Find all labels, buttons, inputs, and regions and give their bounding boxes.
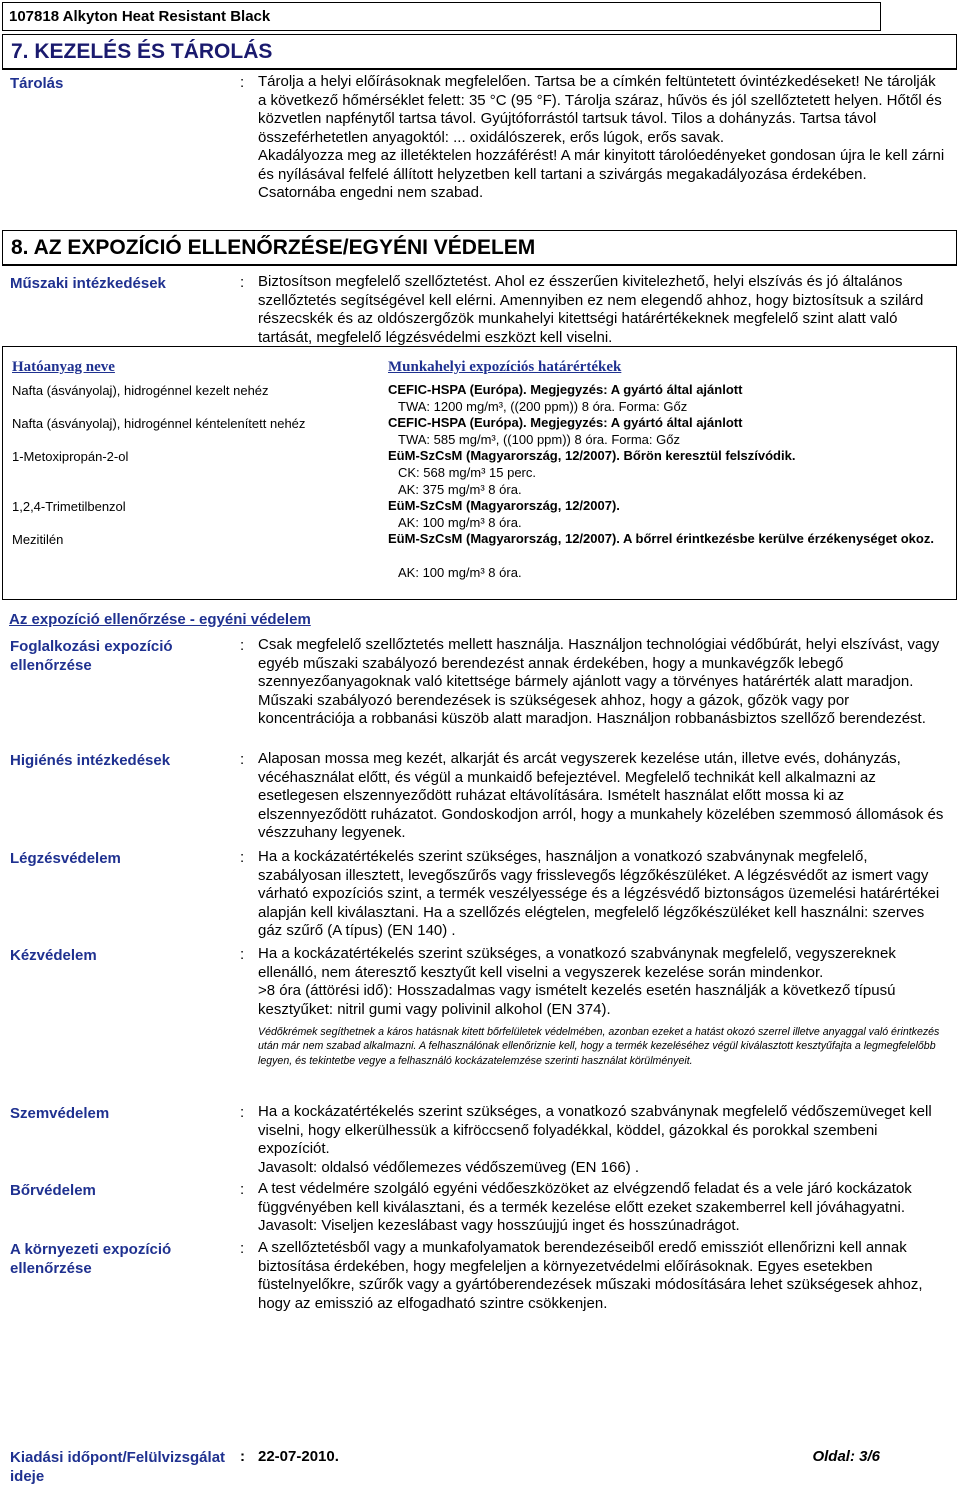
limit-source: CEFIC-HSPA (Európa). Megjegyzés: A gyártó által ajánlott (388, 415, 743, 430)
hand-protection-paragraph: >8 óra (áttörési idő): Hosszadalmas vagy ismételt kezelés esetén használják a következő típusú kesztyűket: nitril gumi vagy polivinil alkohol (EN 374). (258, 982, 896, 1018)
limit-source: EüM-SzCsM (Magyarország, 12/2007). A bőrrel érintkezésbe kerülve érzékenységet okoz. (388, 531, 934, 546)
substance-name: Mezitilén (12, 532, 64, 547)
respiratory-label: Légzésvédelem (10, 850, 121, 867)
storage-label: Tárolás (10, 75, 64, 92)
hand-protection-text (258, 945, 948, 1068)
occupational-colon: : (240, 637, 245, 654)
limit-values (398, 515, 522, 532)
storage-paragraph: Tárolja a helyi előírásoknak megfelelően. Tartsa be a címkén feltüntetett óvintézkedéseket! Ne tárolják a következő hőmérséklet felett: 35 °C (95 °F). Tárolja száraz, hűvös és jól szellőztetett helyen. Hőtől és közvetlen napfénytől tartsa távol. Gyújtóforrástól tartsuk távol. Tilos a dohányzás. Tartsa távol összeférhetetlen anyagoktól: ... oxidálószerek, erős lúgok, erős savak. (258, 73, 942, 146)
substance-name: 1-Metoxipropán-2-ol (12, 449, 129, 464)
page-number: Oldal: 3/6 (812, 1448, 880, 1465)
eye-protection-paragraph: Ha a kockázatértékelés szerint szükséges, a vonatkozó szabványnak megfelelő védőszemüveget kell viselni, hogy elkerülhessük a kifröccsenő folyadékkal, köddel, gázokkal és porokkal szembeni expozíciót. (258, 1103, 932, 1157)
environmental-colon: : (240, 1240, 245, 1257)
issue-date-label: Kiadási időpont/Felülvizsgálat ideje (10, 1449, 226, 1485)
substance-name: Nafta (ásványolaj), hidrogénnel kezelt nehéz (12, 383, 269, 398)
hand-protection-paragraph: Ha a kockázatértékelés szerint szükséges, a vonatkozó szabványnak megfelelő, vegyszereknek ellenálló, nem áteresztő kesztyűt kell viselni a vegyszerek kezelése során mindenkor. (258, 945, 896, 981)
environmental-label: A környezeti expozíció ellenőrzése (10, 1241, 172, 1277)
engineering-label: Műszaki intézkedések (10, 275, 166, 292)
hand-protection-colon: : (240, 946, 245, 963)
hand-protection-note: Védőkrémek segíthetnek a káros hatásnak kitett bőrfelületek védelmében, azonban ezeket a hatást okozó szerrel illetve anyaggal való érintkezés után már nem szabad alkalmazni. A felhasználónak ellenőriznie kell, hogy a termék kezeléséhez végül kiválasztott kesztyűfajta a legmegfelelőbb legyen, és tekintetbe vegye a felhasználó kockázatelemzése szerinti használat körülményeit. (258, 1026, 940, 1067)
product-title: 107818 Alkyton Heat Resistant Black (9, 8, 271, 25)
substance-name: Nafta (ásványolaj), hidrogénnel kéntelenített nehéz (12, 416, 306, 431)
engineering-colon: : (240, 274, 245, 291)
limit-value: AK: 100 mg/m³ 8 óra. (398, 515, 522, 530)
limits-column-header: Munkahelyi expozíciós határértékek (388, 359, 622, 375)
section-7-heading: 7. KEZELÉS ÉS TÁROLÁS (2, 34, 957, 70)
eye-protection-paragraph: Javasolt: oldalsó védőlemezes védőszemüveg (EN 166) . (258, 1158, 640, 1176)
storage-text (258, 73, 948, 203)
issue-date-colon: : (240, 1448, 245, 1465)
substance-column-header: Hatóanyag neve (12, 359, 115, 375)
limit-source: CEFIC-HSPA (Európa). Megjegyzés: A gyártó által ajánlott (388, 382, 743, 397)
eye-protection-text (258, 1103, 948, 1177)
skin-protection-label: Bőrvédelem (10, 1182, 96, 1199)
occupational-text: Csak megfelelő szellőztetés mellett használja. Használjon technológiai védőbúrát, helyi elszívást, vagy egyéb műszaki szabályozó berendezést annak érdekében, hogy a munkavégzők lebegő szennyezőanyagoknak való kitettsége bármely ajánlott vagy a törvényes határérték alatt maradjon. Műszaki szabályozó berendezések is szükségesek ahhoz, hogy a gázok, gőzök vagy por koncentrációja a robbanási küszöb alatt maradjon. Használjon robbanásbiztos szellőző berendezést. (258, 636, 940, 727)
exposure-limits-table (2, 346, 957, 600)
skin-protection-text: A test védelmére szolgáló egyéni védőeszközöket az elvégzendő feladat és a vele járó kockázatok függvényében kell kiválasztani, és a termék kezelése előtt ezeket szakemberrel kell jóváhagyatni. Javasolt: Viseljen kezeslábast vagy hosszúujjú inget és hosszúnadrágot. (258, 1180, 912, 1234)
respiratory-text: Ha a kockázatértékelés szerint szükséges, használjon a vonatkozó szabványnak megfelelő, szabályosan illesztett, levegőszűrős vagy frisslevegős légzőkészüléket. A légzésvédőt az ismert vagy várható expozíciós szint, a termék veszélyessége és a légzésvédő biztonságos üzemelési határértékei alapján kell kiválasztani. Ha a szellőzés elégtelen, megfelelő légzőkészüléket kell használni: szerves gáz szűrő (A típus) (EN 140) . (258, 848, 940, 939)
storage-colon: : (240, 74, 245, 91)
limit-source: EüM-SzCsM (Magyarország, 12/2007). Bőrön keresztül felszívódik. (388, 448, 796, 463)
limit-source: EüM-SzCsM (Magyarország, 12/2007). (388, 498, 620, 513)
storage-paragraph: Akadályozza meg az illetéktelen hozzáférést! A már kinyitott tárolóedényeket gondosan újra le kell zárni és nyílásával felfelé állított helyzetben kell tartani a szivárgás megakadályozása érdekében. Csatornába engedni nem szabad. (258, 147, 945, 201)
eye-protection-label: Szemvédelem (10, 1105, 110, 1122)
issue-date: 22-07-2010. (258, 1448, 339, 1465)
section-8-heading: 8. AZ EXPOZÍCIÓ ELLENŐRZÉSE/EGYÉNI VÉDELEM (2, 230, 957, 266)
limit-value: AK: 100 mg/m³ 8 óra. (398, 565, 522, 580)
hygiene-text: Alaposan mossa meg kezét, alkarját és arcát vegyszerek kezelése után, illetve evés, dohányzás, vécéhasználat előtt, és végül a munkaidő befejeztével. Megfelelő technikát kell alkalmazni az esetlegesen elszennyeződött ruházat eltávolítására. Ismételt használat előtt mossa ki az elszennyeződött ruházatot. Gondoskodjon arról, hogy a munkahely közelében szemmosó állomások és vészzuhany legyenek. (258, 750, 944, 841)
hand-protection-label: Kézvédelem (10, 947, 97, 964)
limit-values (398, 399, 687, 416)
product-title-bar (2, 2, 881, 31)
occupational-label: Foglalkozási expozíció ellenőrzése (10, 638, 173, 674)
hygiene-label: Higiénés intézkedések (10, 752, 171, 769)
engineering-text: Biztosítson megfelelő szellőztetést. Ahol ez ésszerűen kivitelezhető, helyi elszívás és jó általános szellőztetés segítségével kell elérni. Amennyiben ez nem elegendő ahhoz, hogy biztosítsuk a szilárd részecskék és az oldószergőzök munkahelyi kitettségi határértékeknek megfelelő szint alatt való tartását, megfelelő légzésvédelmi eszközt kell viselni. (258, 273, 924, 346)
substance-name: 1,2,4-Trimetilbenzol (12, 499, 126, 514)
environmental-text: A szellőztetésből vagy a munkafolyamatok berendezéseiből eredő emissziót ellenőrizni kell annak biztosítása érdekében, hogy megfeleljen a környezetvédelmi előírásoknak. Egyes esetekben füstelnyelőkre, szűrők vagy a gyártóberendezések műszaki módosítására lehet szükségesek ahhoz, hogy az emisszió az elfogadható szintre csökkenjen. (258, 1239, 923, 1312)
limit-values (398, 432, 680, 449)
skin-protection-colon: : (240, 1181, 245, 1198)
limit-values (398, 565, 522, 582)
hygiene-colon: : (240, 751, 245, 768)
limit-value: TWA: 1200 mg/m³, ((200 ppm)) 8 óra. Forma: Gőz (398, 399, 688, 414)
limit-value: AK: 375 mg/m³ 8 óra. (398, 481, 522, 497)
limit-value: CK: 568 mg/m³ 15 perc. (398, 465, 536, 480)
limit-value: TWA: 585 mg/m³, ((100 ppm)) 8 óra. Forma: Gőz (398, 432, 680, 447)
limit-values (398, 465, 536, 498)
eye-protection-colon: : (240, 1104, 245, 1121)
exposure-control-heading: Az expozíció ellenőrzése - egyéni védelem (9, 611, 311, 628)
respiratory-colon: : (240, 849, 245, 866)
